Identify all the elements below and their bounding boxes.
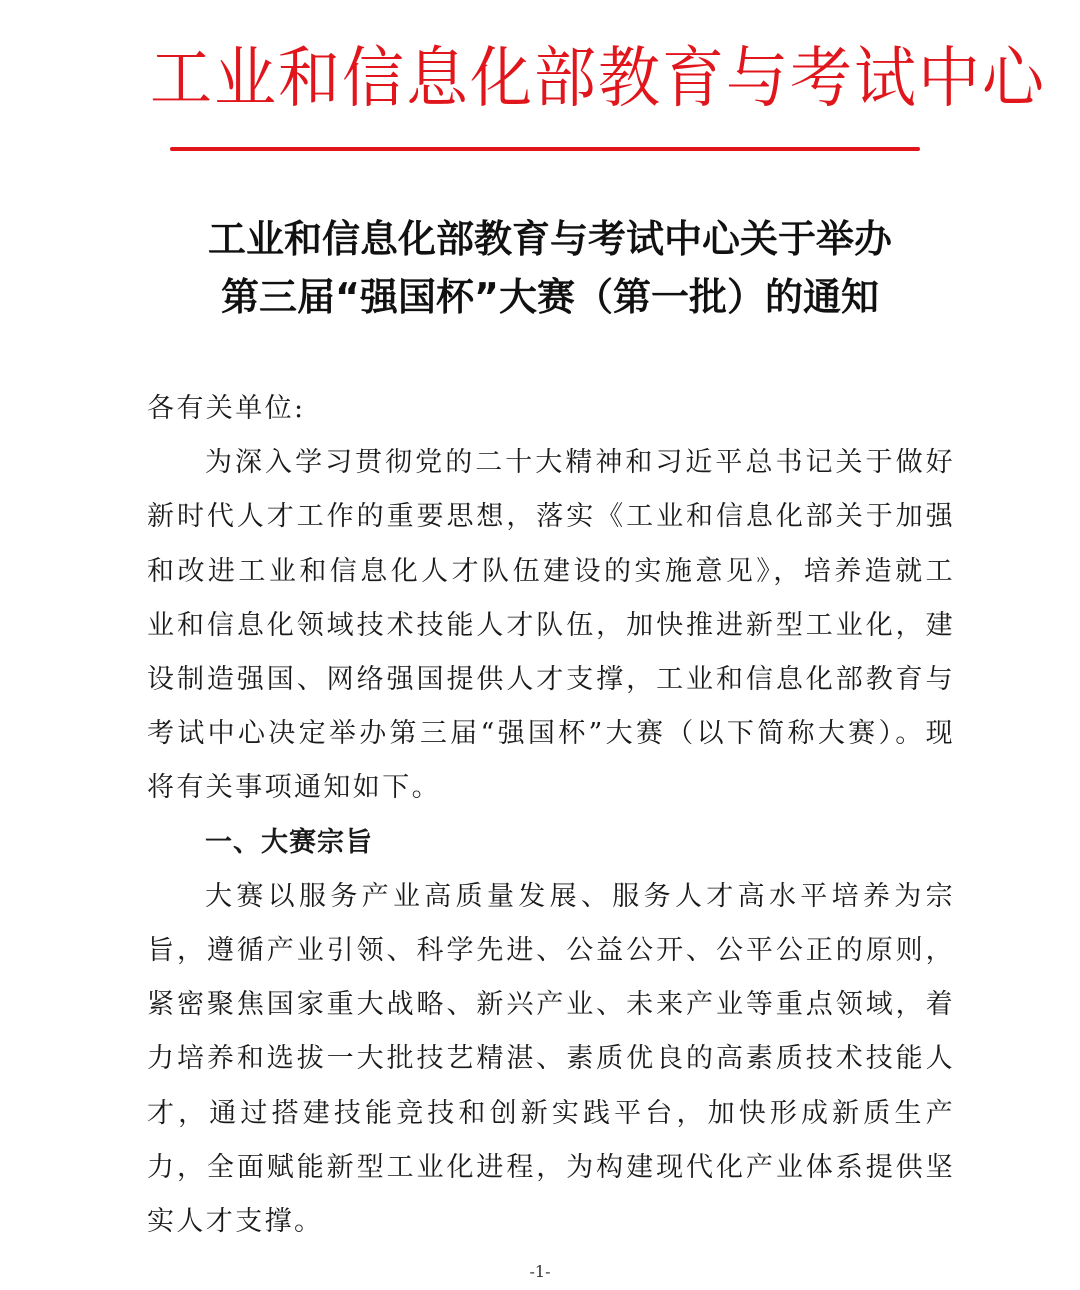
section-paragraph-1: 大赛以服务产业高质量发展、服务人才高水平培养为宗旨，遵循产业引领、科学先进、公益公开、公平公正的原则，紧密聚焦国家重大战略、新兴产业、未来产业等重点领域，着力培养和选拔一大批技艺精湛、素质优良的高素质技术技能人才，通过搭建技能竞技和创新实践平台，加快形成新质生产力，全面赋能新型工业化进程，为构建现代化产业体系提供坚实人才支撑。 [147,880,955,1238]
document-body [147,382,955,1249]
section-heading-1: 一、大赛宗旨 [205,826,373,858]
document-title-line-1: 工业和信息化部教育与考试中心关于举办 [207,217,892,261]
letterhead-org-name: 工业和信息化部教育与考试中心 [150,38,1047,117]
page-number: -1- [529,1262,551,1281]
letterhead-red-rule [170,147,920,151]
intro-paragraph: 为深入学习贯彻党的二十大精神和习近平总书记关于做好新时代人才工作的重要思想，落实《工业和信息化部关于加强和改进工业和信息化人才队伍建设的实施意见》，培养造就工业和信息化领域技术技能人才队伍，加快推进新型工业化，建设制造强国、网络强国提供人才支撑，工业和信息化部教育与考试中心决定举办第三届“强国杯”大赛（以下简称大赛）。现将有关事项通知如下。 [147,447,955,804]
salutation: 各有关单位: [147,393,306,424]
document-title [150,210,950,326]
document-title-line-2: 第三届“强国杯”大赛（第一批）的通知 [221,275,879,319]
